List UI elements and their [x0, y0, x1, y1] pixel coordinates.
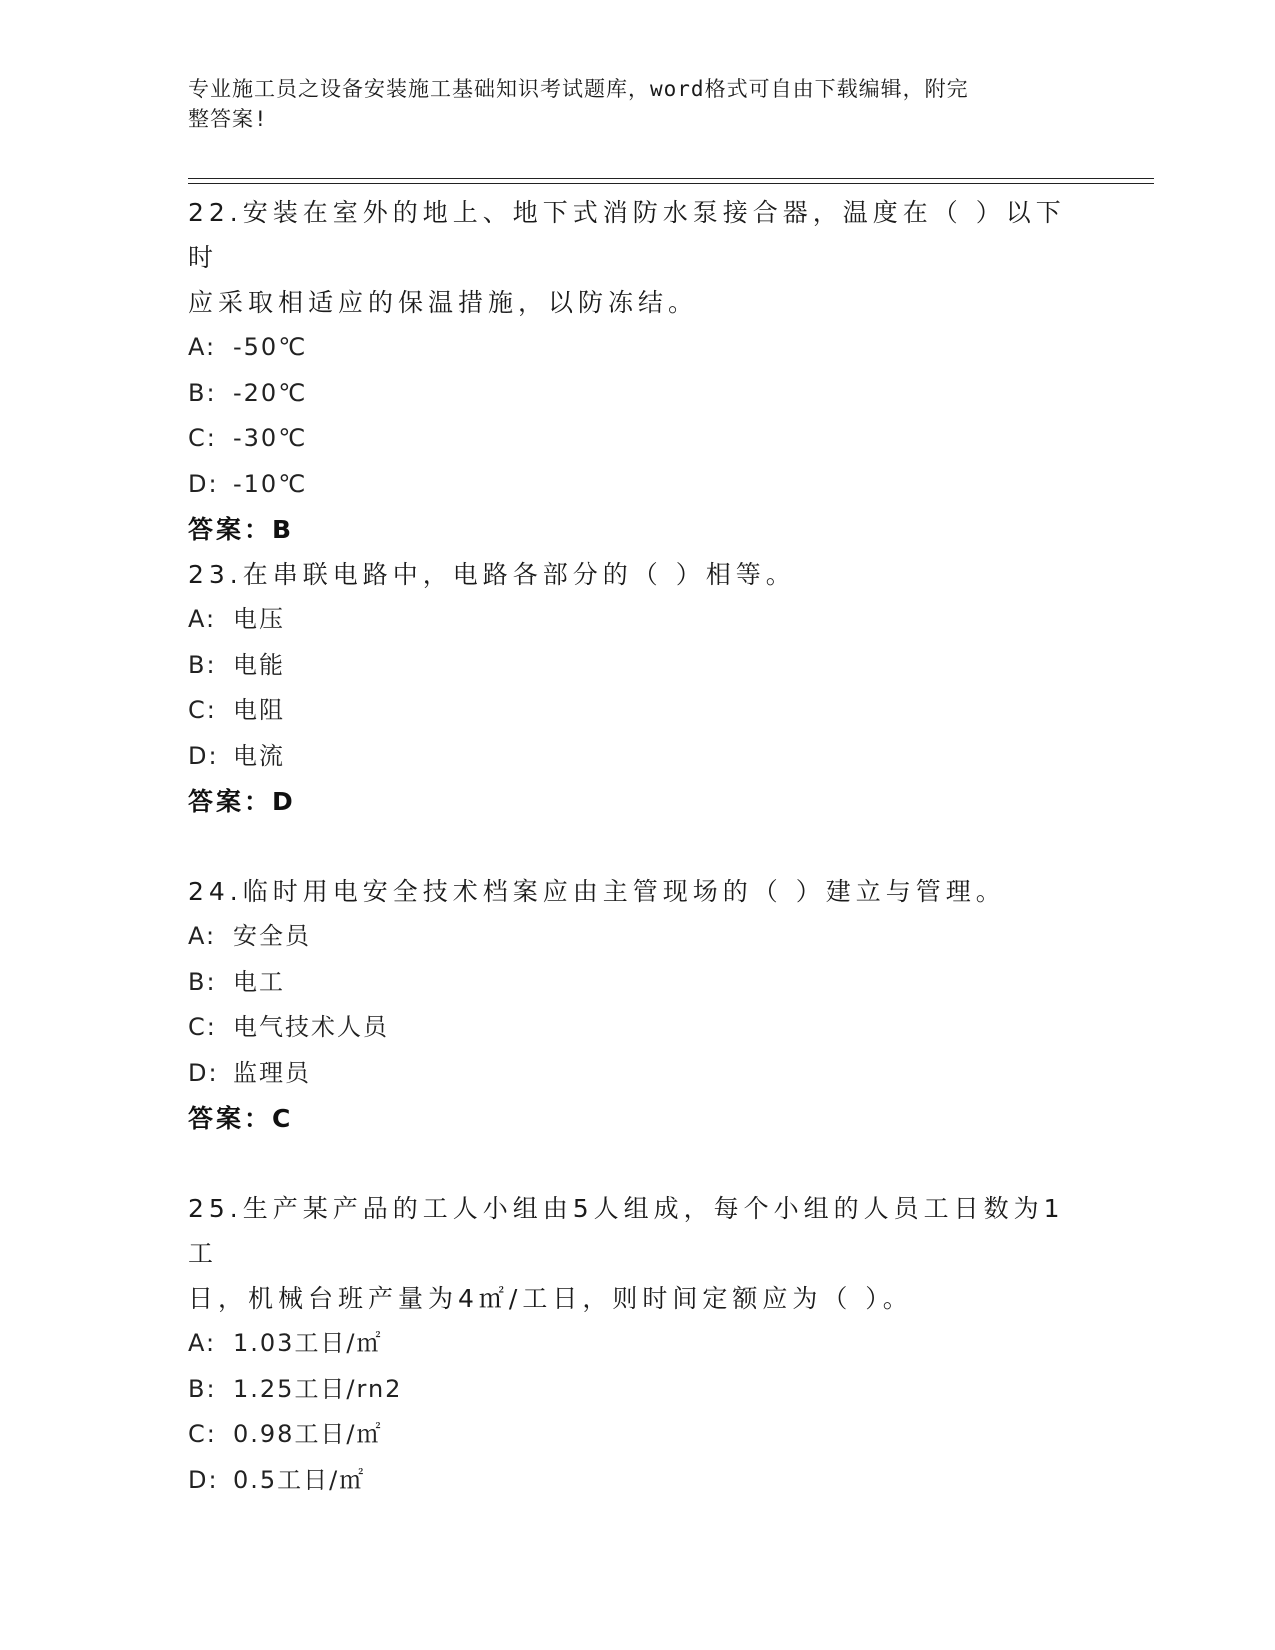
- option-b: [188, 643, 1088, 689]
- option-b: [188, 371, 1088, 417]
- option-letter: C:: [188, 1013, 217, 1041]
- option-a: [188, 325, 1088, 371]
- option-letter: D:: [188, 741, 219, 770]
- option-d: [188, 1051, 1088, 1097]
- option-text: 电压: [233, 605, 285, 633]
- option-c: [188, 1005, 1088, 1051]
- header-divider-bottom: [188, 183, 1154, 184]
- question-stem-line: 23.在串联电路中，电路各部分的（ ）相等。: [188, 560, 796, 589]
- option-letter: A:: [188, 333, 217, 361]
- option-a: [188, 1321, 1088, 1367]
- option-d: [188, 462, 1088, 508]
- document-header: [188, 74, 1068, 134]
- option-letter: A:: [188, 605, 217, 633]
- answer-label: 答案：B: [188, 515, 295, 544]
- question-stem-line: 25.生产某产品的工人小组由5人组成，每个小组的人员工日数为1工: [188, 1194, 1065, 1268]
- question-stem-line: 22.安装在室外的地上、地下式消防水泵接合器，温度在（ ）以下时: [188, 198, 1066, 272]
- option-c: [188, 1412, 1088, 1458]
- question-25: [188, 1186, 1088, 1503]
- option-letter: C:: [188, 696, 217, 724]
- question-22: [188, 190, 1088, 552]
- question-stem-line: 日，机械台班产量为4㎡/工日，则时间定额应为（ ）。: [188, 1284, 913, 1313]
- option-text: -50℃: [233, 333, 308, 361]
- option-text: 电工: [233, 967, 285, 996]
- option-letter: B:: [188, 378, 217, 407]
- answer-label: 答案：C: [188, 1104, 294, 1133]
- option-d: [188, 1458, 1088, 1504]
- option-text: -20℃: [233, 378, 308, 407]
- option-a: [188, 914, 1088, 960]
- header-divider-top: [188, 178, 1154, 179]
- option-text: 监理员: [233, 1058, 311, 1087]
- option-text: 0.5工日/㎡: [233, 1465, 366, 1494]
- option-letter: D:: [188, 469, 219, 498]
- option-a: [188, 597, 1088, 643]
- option-c: [188, 688, 1088, 734]
- option-letter: D:: [188, 1465, 219, 1494]
- option-text: 0.98工日/㎡: [233, 1420, 383, 1448]
- option-text: 电阻: [233, 696, 285, 724]
- option-letter: B:: [188, 967, 217, 996]
- option-letter: C:: [188, 1420, 217, 1448]
- option-letter: A:: [188, 1329, 217, 1357]
- option-letter: A:: [188, 922, 217, 950]
- option-text: 1.03工日/㎡: [233, 1329, 383, 1357]
- option-d: [188, 734, 1088, 780]
- option-text: -30℃: [233, 424, 308, 452]
- option-text: 安全员: [233, 922, 311, 950]
- option-b: [188, 960, 1088, 1006]
- option-letter: D:: [188, 1058, 219, 1087]
- question-23: [188, 552, 1088, 824]
- question-stem-line: 24.临时用电安全技术档案应由主管现场的（ ）建立与管理。: [188, 877, 1006, 906]
- header-line-1: 专业施工员之设备安装施工基础知识考试题库，word格式可自由下载编辑，附完: [188, 77, 969, 101]
- question-stem-line: 应采取相适应的保温措施，以防冻结。: [188, 288, 699, 317]
- header-line-2: 整答案!: [188, 107, 268, 131]
- option-text: 电流: [233, 741, 285, 770]
- option-b: [188, 1367, 1088, 1413]
- option-letter: C:: [188, 424, 217, 452]
- option-c: [188, 416, 1088, 462]
- option-text: 电能: [233, 650, 285, 679]
- question-24: [188, 869, 1088, 1141]
- option-letter: B:: [188, 650, 217, 679]
- answer-label: 答案：D: [188, 787, 296, 816]
- option-text: 电气技术人员: [233, 1013, 389, 1041]
- option-letter: B:: [188, 1374, 217, 1403]
- option-text: 1.25工日/rn2: [233, 1374, 403, 1403]
- option-text: -10℃: [233, 469, 308, 498]
